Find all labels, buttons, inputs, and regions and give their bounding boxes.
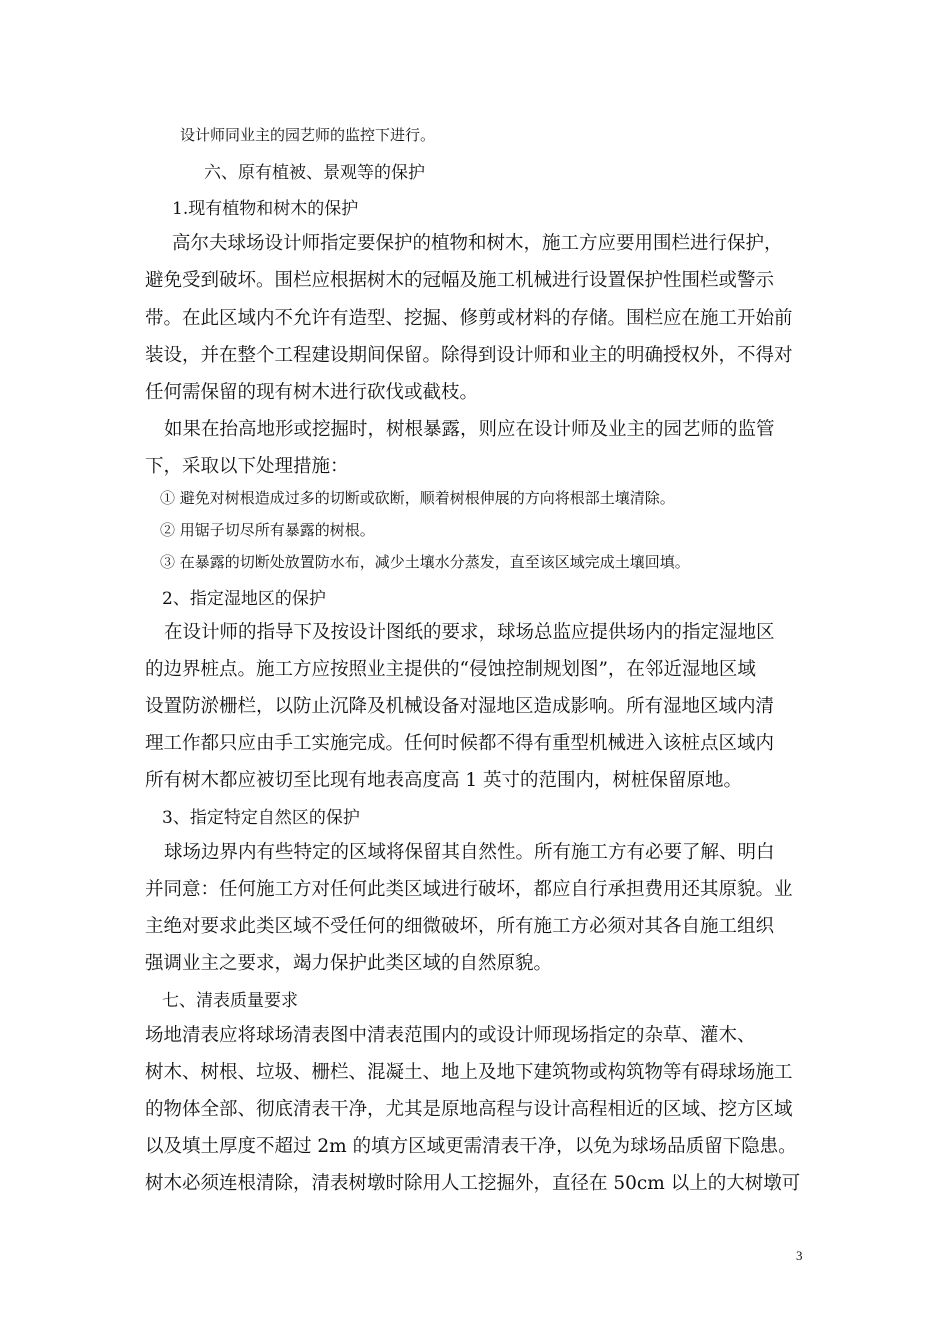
text-line: 主绝对要求此类区域不受任何的细微破坏，所有施工方必须对其各自施工组织 xyxy=(145,916,775,937)
list-item: ③ 在暴露的切断处放置防水布，减少土壤水分蒸发，直至该区域完成土壤回填。 xyxy=(160,553,690,571)
text-line: 高尔夫球场设计师指定要保护的植物和树木，施工方应要用围栏进行保护， xyxy=(172,233,783,254)
list-item: ① 避免对树根造成过多的切断或砍断，顺着树根伸展的方向将根部土壤清除。 xyxy=(160,489,675,507)
text-line: 避免受到破坏。围栏应根据树木的冠幅及施工机械进行设置保护性围栏或警示 xyxy=(145,270,775,291)
text-line: 场地清表应将球场清表图中清表范围内的或设计师现场指定的杂草、灌木、 xyxy=(145,1025,756,1046)
text-line: 所有树木都应被切至比现有地表高度高 1 英寸的范围内，树桩保留原地。 xyxy=(145,770,743,791)
section-heading: 七、清表质量要求 xyxy=(162,991,298,1011)
text-line: 的边界桩点。施工方应按照业主提供的“侵蚀控制规划图”，在邻近湿地区域 xyxy=(145,659,756,680)
text-line: 的物体全部、彻底清表干净，尤其是原地高程与设计高程相近的区域、挖方区域 xyxy=(145,1099,793,1120)
text-line: 树木必须连根清除，清表树墩时除用人工挖掘外，直径在 50cm 以上的大树墩可 xyxy=(145,1173,801,1194)
text-line: 并同意：任何施工方对任何此类区域进行破坏，都应自行承担费用还其原貌。业 xyxy=(145,879,793,900)
text-line: 球场边界内有些特定的区域将保留其自然性。所有施工方有必要了解、明白 xyxy=(164,842,775,863)
text-line: 带。在此区域内不允许有造型、挖掘、修剪或材料的存储。围栏应在施工开始前 xyxy=(145,308,793,329)
text-line: 理工作都只应由手工实施完成。任何时候都不得有重型机械进入该桩点区域内 xyxy=(145,733,775,754)
text-line: 任何需保留的现有树木进行砍伐或截枝。 xyxy=(145,382,479,403)
section-heading: 六、原有植被、景观等的保护 xyxy=(204,163,425,183)
text-line: 在设计师的指导下及按设计图纸的要求，球场总监应提供场内的指定湿地区 xyxy=(164,622,775,643)
page-number: 3 xyxy=(796,1248,803,1263)
subsection-heading: 2、指定湿地区的保护 xyxy=(162,589,326,609)
subsection-heading: 1.现有植物和树木的保护 xyxy=(172,199,359,219)
subsection-heading: 3、指定特定自然区的保护 xyxy=(162,808,360,828)
text-line: 树木、树根、垃圾、栅栏、混凝土、地上及地下建筑物或构筑物等有碍球场施工 xyxy=(145,1062,793,1083)
text-line: 强调业主之要求，竭力保护此类区域的自然原貌。 xyxy=(145,953,553,974)
text-line: 以及填土厚度不超过 2m 的填方区域更需清表干净，以免为球场品质留下隐患。 xyxy=(145,1136,797,1157)
text-line: 设计师同业主的园艺师的监控下进行。 xyxy=(180,126,436,144)
text-line: 下，采取以下处理措施： xyxy=(145,456,349,477)
text-line: 装设，并在整个工程建设期间保留。除得到设计师和业主的明确授权外，不得对 xyxy=(145,345,793,366)
text-line: 如果在抬高地形或挖掘时，树根暴露，则应在设计师及业主的园艺师的监管 xyxy=(164,419,775,440)
list-item: ② 用锯子切尽所有暴露的树根。 xyxy=(160,521,375,539)
text-line: 设置防淤栅栏，以防止沉降及机械设备对湿地区造成影响。所有湿地区域内清 xyxy=(145,696,775,717)
